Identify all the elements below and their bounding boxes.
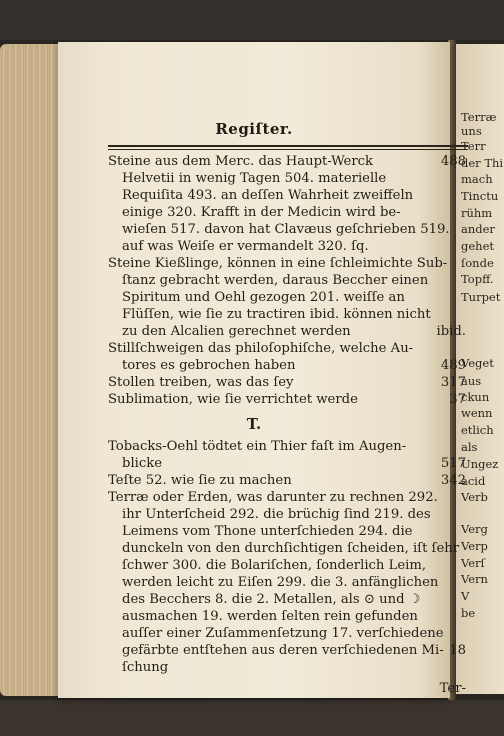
- right-page-line: Verp: [461, 539, 488, 553]
- entry-line: tores es gebrochen haben: [122, 358, 296, 373]
- right-page-line: Verb: [461, 490, 488, 504]
- entry-line: Stollen treiben, was das ſey: [108, 375, 294, 390]
- entry-line: blicke: [122, 456, 163, 471]
- background-top: [0, 0, 504, 40]
- entry-line: werden leicht zu Eiſen 299. die 3. anfänglichen: [122, 575, 439, 590]
- entry-line: Flüſſen, wie ſie zu tractiren ibid. können nicht: [122, 307, 431, 322]
- entry-line: ausmachen 19. werden ſelten rein gefunden: [122, 609, 418, 624]
- entry-line: gefärbte entſtehen aus deren verſchiedenen Mi-: [122, 643, 444, 658]
- catchword: Ter-: [439, 681, 466, 696]
- entry-line: Sublimation, wie ſie verrichtet werde: [108, 392, 358, 407]
- entry-line: ſchung: [122, 660, 169, 675]
- right-page-line: Ungez: [461, 457, 499, 471]
- entry-line: ſchwer 300. die Bolariſchen, ſonderlich Leim,: [122, 558, 427, 573]
- entry-line: Leimens vom Thone unterſchieden 294. die: [122, 524, 413, 539]
- entry-line: ſtanz gebracht werden, daraus Beccher einen: [122, 273, 429, 288]
- entry-line: auſſer einer Zuſammenſetzung 17. verſchiedene: [122, 626, 444, 641]
- right-page-line: ſonde: [461, 256, 494, 270]
- page-number: 342: [440, 473, 466, 488]
- page-number: ibid.: [436, 324, 466, 339]
- entry-line: Requiſita 493. an deſſen Wahrheit zweiffeln: [122, 188, 414, 203]
- entry-line: einige 320. Krafft in der Medicin wird be-: [122, 205, 401, 220]
- right-page-line: Tinctu: [461, 189, 499, 203]
- section-letter: T.: [246, 415, 262, 433]
- entry-line: Steine Kießlinge, können in eine ſchleimichte Sub-: [108, 256, 448, 271]
- right-page-line: ander: [461, 222, 495, 236]
- entry-line: Helvetii in wenig Tagen 504. materielle: [122, 171, 387, 186]
- right-page-line: V: [461, 589, 470, 603]
- right-page-line: Verg: [461, 522, 488, 536]
- page-number: 488: [440, 154, 466, 169]
- entry-line: Teſte 52. wie ſie zu machen: [108, 473, 292, 488]
- right-page-line: be: [461, 606, 476, 620]
- page-number: 517: [440, 456, 466, 471]
- right-page-line: gehet: [461, 239, 495, 253]
- right-page-line: uns: [461, 124, 482, 138]
- entry-line: zu den Alcalien gerechnet werden: [122, 324, 351, 339]
- entry-line: des Becchers 8. die 2. Metallen, als ⊙ und ☽: [122, 592, 421, 607]
- entry-line: dunckeln von den durchſichtigen ſcheiden, iſt ſehr: [122, 541, 460, 556]
- right-page-line: Terræ: [461, 110, 497, 124]
- right-page-line: ckun: [461, 390, 490, 404]
- header-rule: [108, 145, 468, 147]
- right-page-line: Veget: [461, 356, 494, 370]
- entry-line: wieſen 517. davon hat Clavæus geſchrieben 519.: [122, 222, 450, 237]
- right-page-line: wenn: [461, 406, 493, 420]
- right-page-line: als: [461, 440, 478, 454]
- page-edges: [0, 44, 62, 696]
- right-page-line: Vern: [461, 572, 488, 586]
- entry-line: Tobacks-Oehl tödtet ein Thier faſt im Augen-: [108, 439, 407, 454]
- right-page-line: mach: [461, 172, 493, 186]
- page-number: 37: [449, 392, 466, 407]
- right-page-line: acid: [461, 474, 486, 488]
- page-number: 18: [449, 643, 466, 658]
- book-page: [58, 42, 466, 698]
- right-page-line: aus: [461, 374, 482, 388]
- entry-line: Stillſchweigen das philoſophiſche, welche Au-: [108, 341, 414, 356]
- right-page-line: Terr: [461, 139, 486, 153]
- entry-line: Spiritum und Oehl gezogen 201. weiſſe an: [122, 290, 405, 305]
- entry-line: ihr Unterſcheid 292. die brüchig ſind 219. des: [122, 507, 431, 522]
- page-number: 489: [440, 358, 466, 373]
- entry-line: auf was Weiſe er vermandelt 320. ſq.: [122, 239, 369, 254]
- background-bottom: [0, 700, 504, 736]
- right-page-line: rühm: [461, 206, 493, 220]
- entry-line: Terræ oder Erden, was darunter zu rechnen 292.: [108, 490, 438, 505]
- right-page-line: der Thi: [461, 156, 504, 170]
- right-page-line: Turpet: [461, 290, 501, 304]
- page-header: Regiſter.: [215, 120, 293, 138]
- right-page-line: Topff.: [461, 272, 494, 286]
- entry-line: Steine aus dem Merc. das Haupt-Werck: [108, 154, 374, 169]
- right-page-line: etlich: [461, 423, 494, 437]
- right-page-line: Verſ: [461, 556, 485, 570]
- header-rule-thin: [108, 149, 468, 150]
- page-number: 317: [440, 375, 466, 390]
